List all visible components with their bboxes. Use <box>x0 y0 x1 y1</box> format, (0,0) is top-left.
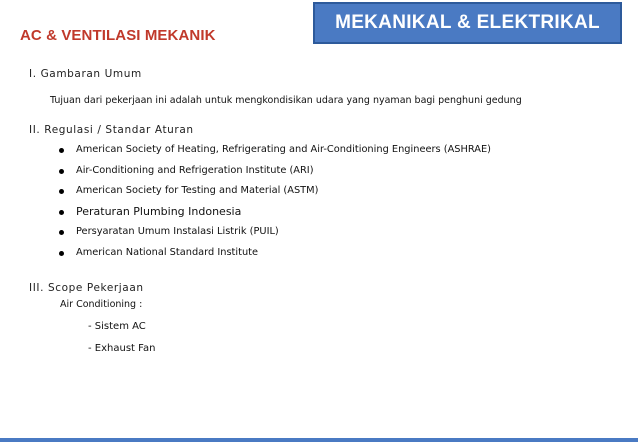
list-item: Air-Conditioning and Refrigeration Institute (ARI) <box>58 164 491 185</box>
list-item: American Society for Testing and Material (ASTM) <box>58 184 491 205</box>
list-item: Persyaratan Umum Instalasi Listrik (PUIL) <box>58 225 491 246</box>
scope-item-ac: - Sistem AC <box>88 321 146 332</box>
overview-text: Tujuan dari pekerjaan ini adalah untuk mengkondisikan udara yang nyaman bagi penghuni gedung <box>50 95 522 106</box>
section-title: AC & VENTILASI MEKANIK <box>20 27 216 44</box>
regulations-list <box>58 143 491 267</box>
header-banner-title: MEKANIKAL & ELEKTRIKAL <box>335 12 600 33</box>
scope-subheading: Air Conditioning : <box>60 299 143 310</box>
list-item: American Society of Heating, Refrigerating and Air-Conditioning Engineers (ASHRAE) <box>58 143 491 164</box>
footer-bar <box>0 438 638 442</box>
header-banner <box>313 2 622 44</box>
scope-item-exhaust: - Exhaust Fan <box>88 343 156 354</box>
section-heading-scope: III. Scope Pekerjaan <box>29 282 144 294</box>
list-item: Peraturan Plumbing Indonesia <box>58 205 491 226</box>
section-heading-regulations: II. Regulasi / Standar Aturan <box>29 124 194 136</box>
section-heading-overview: I. Gambaran Umum <box>29 68 142 80</box>
list-item: American National Standard Institute <box>58 246 491 267</box>
